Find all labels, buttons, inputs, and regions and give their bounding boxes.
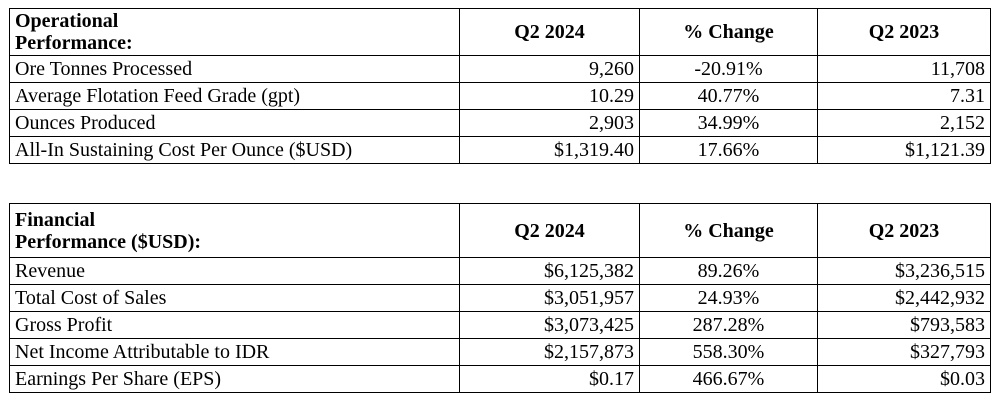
column-header-prior: Q2 2023 bbox=[818, 204, 991, 258]
value-prior: 7.31 bbox=[818, 83, 991, 110]
table-row bbox=[10, 339, 991, 366]
row-label: Total Cost of Sales bbox=[10, 285, 460, 312]
value-change: 24.93% bbox=[640, 285, 818, 312]
table-row bbox=[10, 56, 991, 83]
operational-performance-table bbox=[9, 8, 991, 164]
table-row bbox=[10, 110, 991, 137]
table-header-row bbox=[10, 9, 991, 56]
value-prior: $3,236,515 bbox=[818, 258, 991, 285]
column-header-change: % Change bbox=[640, 204, 818, 258]
column-header-current: Q2 2024 bbox=[460, 9, 640, 56]
value-change: 89.26% bbox=[640, 258, 818, 285]
row-label: All-In Sustaining Cost Per Ounce ($USD) bbox=[10, 137, 460, 164]
value-change: 466.67% bbox=[640, 366, 818, 393]
row-label: Ore Tonnes Processed bbox=[10, 56, 460, 83]
table-row bbox=[10, 83, 991, 110]
value-current: $1,319.40 bbox=[460, 137, 640, 164]
value-current: $3,073,425 bbox=[460, 312, 640, 339]
value-prior: $1,121.39 bbox=[818, 137, 991, 164]
table-row bbox=[10, 312, 991, 339]
value-prior: $0.03 bbox=[818, 366, 991, 393]
value-current: $2,157,873 bbox=[460, 339, 640, 366]
value-prior: $327,793 bbox=[818, 339, 991, 366]
row-label: Net Income Attributable to IDR bbox=[10, 339, 460, 366]
table-header-row bbox=[10, 204, 991, 258]
table-row bbox=[10, 366, 991, 393]
table-row bbox=[10, 137, 991, 164]
table-row bbox=[10, 285, 991, 312]
value-change: 17.66% bbox=[640, 137, 818, 164]
row-label: Revenue bbox=[10, 258, 460, 285]
value-current: $3,051,957 bbox=[460, 285, 640, 312]
section-title bbox=[10, 9, 460, 56]
section-title-line2: Performance: bbox=[15, 32, 133, 54]
value-prior: $793,583 bbox=[818, 312, 991, 339]
section-title bbox=[10, 204, 460, 258]
column-header-prior: Q2 2023 bbox=[818, 9, 991, 56]
column-header-current: Q2 2024 bbox=[460, 204, 640, 258]
financial-performance-table bbox=[9, 203, 991, 393]
value-current: 9,260 bbox=[460, 56, 640, 83]
value-change: 287.28% bbox=[640, 312, 818, 339]
column-header-change: % Change bbox=[640, 9, 818, 56]
value-prior: 2,152 bbox=[818, 110, 991, 137]
value-change: 34.99% bbox=[640, 110, 818, 137]
value-change: -20.91% bbox=[640, 56, 818, 83]
value-current: 2,903 bbox=[460, 110, 640, 137]
value-prior: 11,708 bbox=[818, 56, 991, 83]
value-prior: $2,442,932 bbox=[818, 285, 991, 312]
value-current: $6,125,382 bbox=[460, 258, 640, 285]
value-change: 558.30% bbox=[640, 339, 818, 366]
section-title-line1: Financial bbox=[15, 208, 96, 231]
value-current: 10.29 bbox=[460, 83, 640, 110]
row-label: Ounces Produced bbox=[10, 110, 460, 137]
section-title-line2: Performance ($USD): bbox=[15, 230, 202, 253]
row-label: Earnings Per Share (EPS) bbox=[10, 366, 460, 393]
row-label: Gross Profit bbox=[10, 312, 460, 339]
table-row bbox=[10, 258, 991, 285]
value-change: 40.77% bbox=[640, 83, 818, 110]
row-label: Average Flotation Feed Grade (gpt) bbox=[10, 83, 460, 110]
value-current: $0.17 bbox=[460, 366, 640, 393]
section-title-line1: Operational bbox=[15, 10, 119, 32]
